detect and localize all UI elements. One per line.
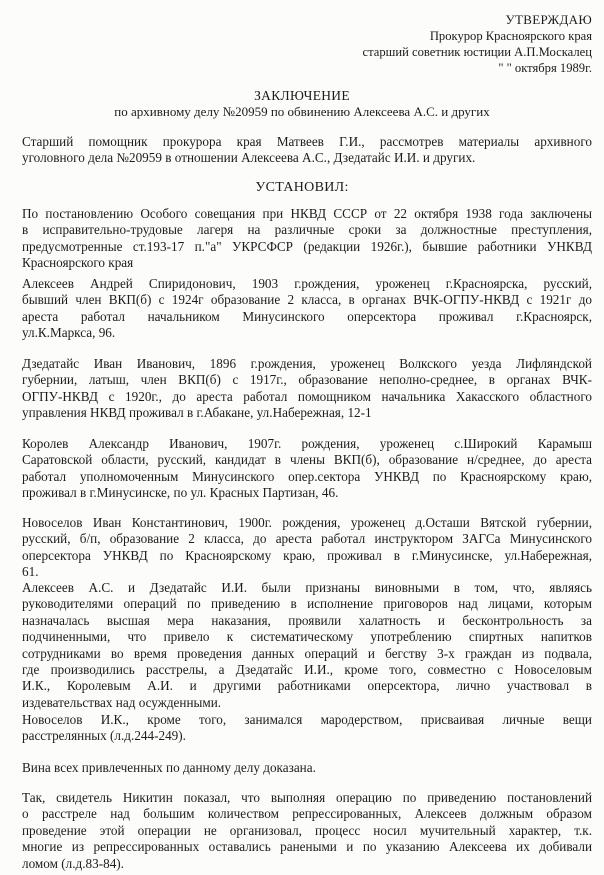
text-line: И.К., Королевым А.И. и другими работниками оперсектора, лично участвовал в [22,678,592,694]
approval-block [363,12,592,76]
text-line: сотрудниками во время проведения данных операций и бегству 3-х граждан из подвала, [22,645,592,661]
text-line: Вина всех привлеченных по данному делу доказана. [22,760,316,775]
established-title: УСТАНОВИЛ: [255,180,349,195]
text-line: многие из репрессированных оставались ранеными и по указанию Алексеева их добивали [22,839,592,855]
text-line: расстрелянных (л.д.244-249). [22,728,186,744]
conclusion-title: ЗАКЛЮЧЕНИЕ [254,88,350,103]
text-line: в исправительно-трудовые лагеря на различные сроки за должностные преступления, [22,222,592,238]
text-line: русский, б/п, образование 2 класса, до ареста работал инструктором ЗАГСа Минусинского [22,531,592,547]
text-line: 61. [22,564,39,580]
text-line: Новоселов И.К., кроме того, занимался мародерством, присваивая личные вещи [22,712,592,727]
text-line: проведение этой операции не организовал, процесс носил мучительный характер, т.к. [22,822,592,838]
text-line: Алексеев Андрей Спиридонович, 1903 г.рождения, уроженец г.Красноярска, русский, [22,276,592,291]
body-paragraph [22,790,592,872]
text-line: По постановлению Особого совещания при НКВД СССР от 22 октября 1938 года заключены [22,206,592,221]
text-line: Саратовской области, русский, кандидат в члены ВКП(б), образование н/среднее, до ареста [22,452,592,468]
text-line: оперсектора УНКВД по Красноярскому краю, проживал в г.Минусинске, ул.Набережная, [22,547,592,563]
text-line: подчиненными, что привело к систематическому употреблению спиртных напитков [22,629,592,645]
body-paragraph [22,712,592,745]
conclusion-subtitle: по архивному делу №20959 по обвинению Алексеева А.С. и других [114,104,490,119]
body-paragraph [22,356,592,422]
body-paragraph [22,276,592,342]
body-paragraph [22,515,592,581]
text-line: ареста работал начальником Минусинского оперсектора проживал г.Красноярск, [22,308,592,324]
approval-title: УТВЕРЖДАЮ [505,12,592,27]
approval-line: Прокурор Красноярского края [429,29,592,43]
text-line: Новоселов Иван Константинович, 1900г. рождения, уроженец д.Осташи Вятской губернии, [22,515,592,530]
text-line: Красноярского края [22,255,134,271]
text-line: ломом (л.д.83-84). [22,855,124,871]
text-line: проживал в г.Минусинске, по ул. Красных Партизан, 46. [22,485,339,501]
text-line: о расстреле над большим количеством репрессированных, Алексеев должным образом [22,806,592,822]
text-line: работал уполномоченным Минусинского опер.сектора УНКВД по Красноярскому краю, [22,468,592,484]
text-line: где производились расстрелы, а Дзедатайс И.И., кроме того, совместно с Новоселовым [22,662,592,678]
text-line: бывший член ВКП(б) с 1924г образование 2 класса, в органах ВЧК-ОГПУ-НКВД с 1921г до [22,292,592,308]
text-line: уголовного дела №20959 в отношении Алексеева А.С., Дзедатайс И.И. и других. [22,150,476,166]
approval-line: " " октября 1989г. [498,61,592,75]
text-line: предусмотренные ст.193-17 п."а" УКРСФСР (редакции 1926г.), бывшие работники УНКВД [22,238,592,254]
text-line: Старший помощник прокурора края Матвеев Г.И., рассмотрев материалы архивного [22,134,592,149]
text-line: губернии, латыш, член ВКП(б) с 1917г., образование неполно-среднее, в органах ВЧК- [22,372,592,388]
approval-line: старший советник юстиции А.П.Москалец [362,45,592,59]
text-line: издевательствах над осужденными. [22,694,222,710]
body-paragraph [22,436,592,502]
text-line: управления НКВД проживал в г.Абакане, ул.Набережная, 12-1 [22,405,372,421]
text-line: ОГПУ-НКВД с 1920г., до ареста работал помощником начальника Хакасского областного [22,388,592,404]
text-line: назначалась высшая мера наказания, проявили халатность и бесконтрольность за [22,612,592,628]
body-paragraph [22,580,592,711]
text-line: Королев Александр Иванович, 1907г. рождения, уроженец с.Широкий Карамыш [22,436,592,451]
text-line: Так, свидетель Никитин показал, что выполняя операцию по приведению постановлений [22,790,592,805]
intro-paragraph [22,134,592,167]
body-paragraph [22,206,592,272]
text-line: Дзедатайс Иван Иванович, 1896 г.рождения, уроженец Волкского уезда Лифляндской [22,356,592,371]
body-paragraph [22,760,592,776]
text-line: руководителями операций по приведению в исполнение приговоров над лицами, которым [22,596,592,612]
text-line: Алексеев А.С. и Дзедатайс И.И. были признаны виновными в том, что, являясь [22,580,592,595]
text-line: ул.К.Маркса, 96. [22,325,116,341]
